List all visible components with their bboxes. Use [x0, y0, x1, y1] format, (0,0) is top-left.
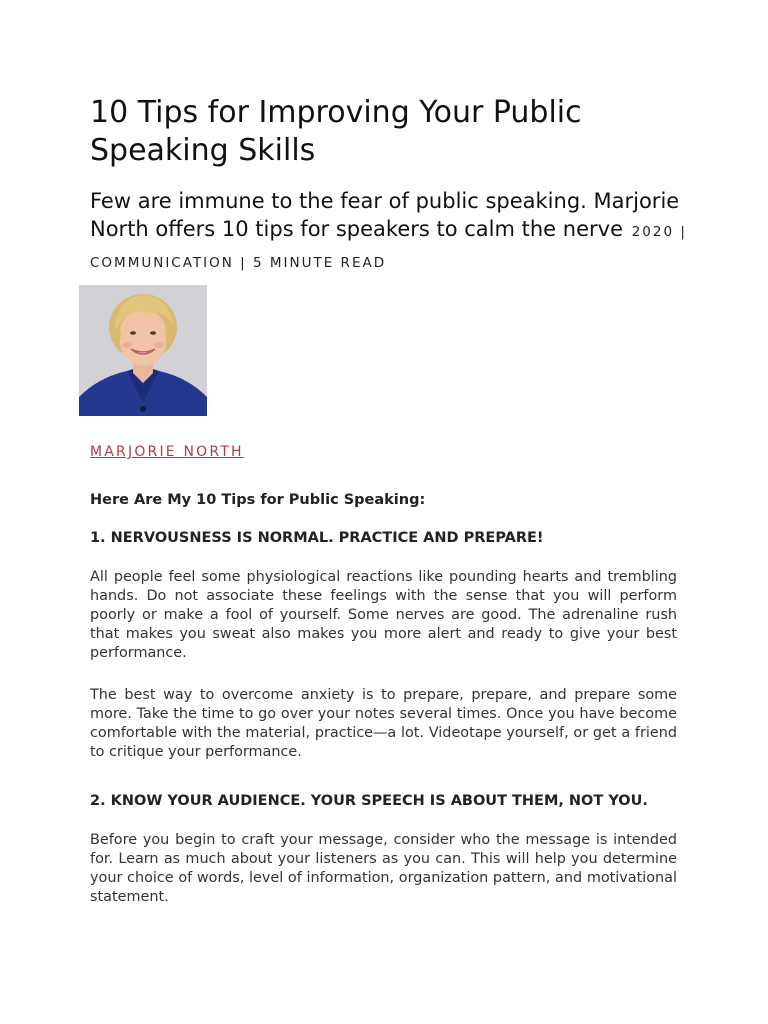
article-title: 10 Tips for Improving Your Public Speaking Skills [90, 95, 582, 168]
tip-2-paragraph-1: Before you begin to craft your message, consider who the message is intended for. Learn as much about your listeners as you can. This will help you determine your choice of words, level of information, organization pattern, and motivational statement. [90, 832, 677, 905]
tip-1-heading: 1. NERVOUSNESS IS NORMAL. PRACTICE AND PREPARE! [90, 530, 544, 546]
tip-1-paragraph-2: The best way to overcome anxiety is to prepare, prepare, and prepare some more. Take the time to go over your notes several times. Once you have become comfortable with the material, practice—a lot. Videotape yourself, or get a friend to critique your performance. [90, 687, 677, 760]
tip-2-heading: 2. KNOW YOUR AUDIENCE. YOUR SPEECH IS ABOUT THEM, NOT YOU. [90, 793, 648, 809]
author-portrait-icon [79, 285, 207, 416]
article-subtitle [90, 187, 690, 277]
tip-1-paragraph-1: All people feel some physiological reactions like pounding hearts and trembling hands. Do not associate these feelings with the sense that you will perform poorly or make a fool of yourself. Some nerves are good. The adrenaline rush that makes you sweat also makes you more alert and ready to give your best performance. [90, 569, 677, 661]
author-name-link[interactable]: MARJORIE NORTH [90, 444, 244, 460]
intro-heading: Here Are My 10 Tips for Public Speaking: [90, 492, 426, 508]
author-photo [79, 285, 207, 416]
article-meta: 2020 | COMMUNICATION | 5 MINUTE READ [90, 224, 687, 271]
article-subtitle-text: Few are immune to the fear of public speaking. Marjorie North offers 10 tips for speakers to calm the nerve [90, 189, 680, 241]
